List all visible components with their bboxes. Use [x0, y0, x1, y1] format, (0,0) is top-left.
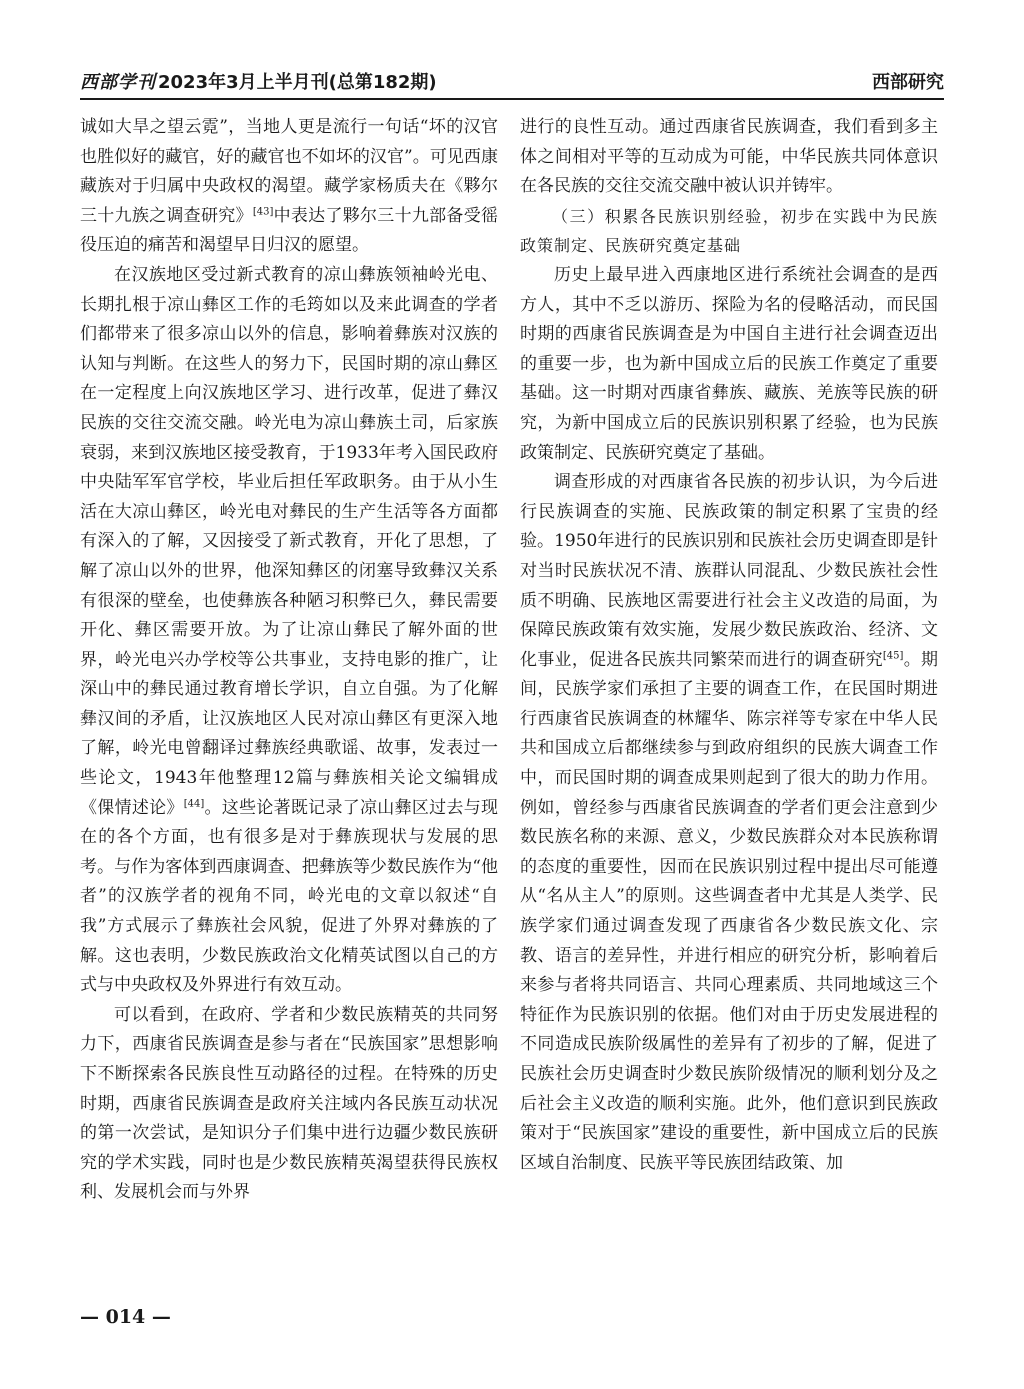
body-paragraph [80, 113, 498, 261]
citation-ref: [43] [252, 206, 274, 218]
body-paragraph [520, 113, 938, 202]
journal-logo: 西部学刊 [80, 72, 156, 93]
journal-issue-line [80, 68, 437, 94]
section-title: 西部研究 [872, 72, 944, 93]
paragraph-text: 调查形成的对西康省各民族的初步认识，为今后进行民族调查的实施、民族政策的制定积累了宝贵的经验。1950年进行的民族识别和民族社会历史调查即是针对当时民族状况不清、族群认同混乱、少数民族社会性质不明确、民族地区需要进行社会主义改造的局面，为保障民族政策有效实施，发展少数民族政治、经济、文化事业，促进各民族共同繁荣而进行的调查研究 [520, 472, 938, 670]
paragraph-text: 进行的良性互动。通过西康省民族调查，我们看到多主体之间相对平等的互动成为可能，中华民族共同体意识在各民族的交往交流交融中被认识并铸牢。 [520, 117, 938, 197]
section-subheading [520, 202, 938, 261]
page-number: — 014 — [80, 1306, 171, 1328]
paragraph-text: 中表达了夥尔三十九部备受徭役压迫的痛苦和渴望早日归汉的愿望。 [80, 205, 498, 256]
right-text-column [520, 113, 938, 1178]
paragraph-text: （三）积累各民族识别经验，初步在实践中为民族政策制定、民族研究奠定基础 [520, 206, 938, 256]
paragraph-text: 可以看到，在政府、学者和少数民族精英的共同努力下，西康省民族调查是参与者在“民族国家”思想影响下不断探索各民族良性互动路径的过程。在特殊的历史时期，西康省民族调查是政府关注域内各民族互动状况的第一次尝试，是知识分子们集中进行边疆少数民族研究的学术实践，同时也是少数民族精英渴望获得民族权利、发展机会而与外界 [80, 1004, 498, 1203]
page-header [80, 64, 944, 100]
citation-ref: [45] [882, 650, 904, 662]
issue-info: 2023年3月上半月刊(总第182期) [158, 72, 437, 93]
paragraph-text: 。这些论著既记录了凉山彝区过去与现在的各个方面，也有很多是对于彝族现状与发展的思考。与作为客体到西康调查、把彝族等少数民族作为“他者”的汉族学者的视角不同，岭光电的文章以叙述“自我”方式展示了彝族社会风貌，促进了外界对彝族的了解。这也表明，少数民族政治文化精英试图以自己的方式与中央政权及外界进行有效互动。 [80, 797, 498, 996]
body-paragraph [520, 468, 938, 1178]
paragraph-text: 历史上最早进入西康地区进行系统社会调查的是西方人，其中不乏以游历、探险为名的侵略活动，而民国时期的西康省民族调查是为中国自主进行社会调查迈出的重要一步，也为新中国成立后的民族工作奠定了重要基础。这一时期对西康省彝族、藏族、羌族等民族的研究，为新中国成立后的民族识别积累了经验，也为民族政策制定、民族研究奠定了基础。 [520, 264, 938, 463]
body-paragraph [80, 261, 498, 1001]
paragraph-text: 。期间，民族学家们承担了主要的调查工作，在民国时期进行西康省民族调查的林耀华、陈宗祥等专家在中华人民共和国成立后都继续参与到政府组织的民族大调查工作中，而民国时期的调查成果则起到了很大的助力作用。例如，曾经参与西康省民族调查的学者们更会注意到少数民族名称的来源、意义，少数民族群众对本民族称谓的态度的重要性，因而在民族识别过程中提出尽可能遵从“名从主人”的原则。这些调查者中尤其是人类学、民族学家们通过调查发现了西康省各少数民族文化、宗教、语言的差异性，并进行相应的研究分析，影响着后来参与者将共同语言、共同心理素质、共同地域这三个特征作为民族识别的依据。他们对由于历史发展进程的不同造成民族阶级属性的差异有了初步的了解，促进了民族社会历史调查时少数民族阶级情况的顺利划分及之后社会主义改造的顺利实施。此外，他们意识到民族政策对于“民族国家”建设的重要性，新中国成立后的民族区域自治制度、民族平等民族团结政策、加 [520, 649, 938, 1173]
citation-ref: [44] [183, 798, 205, 809]
body-paragraph [520, 261, 938, 468]
left-text-column [80, 113, 498, 1208]
paragraph-text: 诚如大旱之望云霓”，当地人更是流行一句话“坏的汉官也胜似好的藏官，好的藏官也不如坏的汉官”。可见西康藏族对于归属中央政权的渴望。藏学家杨质夫在《夥尔三十九族之调查研究》 [80, 117, 498, 226]
body-paragraph [80, 1001, 498, 1208]
paragraph-text: 在汉族地区受过新式教育的凉山彝族领袖岭光电、长期扎根于凉山彝区工作的毛筠如以及来此调查的学者们都带来了很多凉山以外的信息，影响着彝族对汉族的认知与判断。在这些人的努力下，民国时期的凉山彝区在一定程度上向汉族地区学习、进行改革，促进了彝汉民族的交往交流交融。岭光电为凉山彝族土司，后家族衰弱，来到汉族地区接受教育，于1933年考入国民政府中央陆军军官学校，毕业后担任军政职务。由于从小生活在大凉山彝区，岭光电对彝民的生产生活等各方面都有深入的了解，又因接受了新式教育，开化了思想，了解了凉山以外的世界，他深知彝区的闭塞导致彝汉关系有很深的壁垒，也使彝族各种陋习积弊已久，彝民需要开化、彝区需要开放。为了让凉山彝民了解外面的世界，岭光电兴办学校等公共事业，支持电影的推广，让深山中的彝民通过教育增长学识，自立自强。为了化解彝汉间的矛盾，让汉族地区人民对凉山彝区有更深入地了解，岭光电曾翻译过彝族经典歌谣、故事，发表过一些论文，1943年他整理12篇与彝族相关论文编辑成《倮情述论》 [80, 264, 498, 818]
